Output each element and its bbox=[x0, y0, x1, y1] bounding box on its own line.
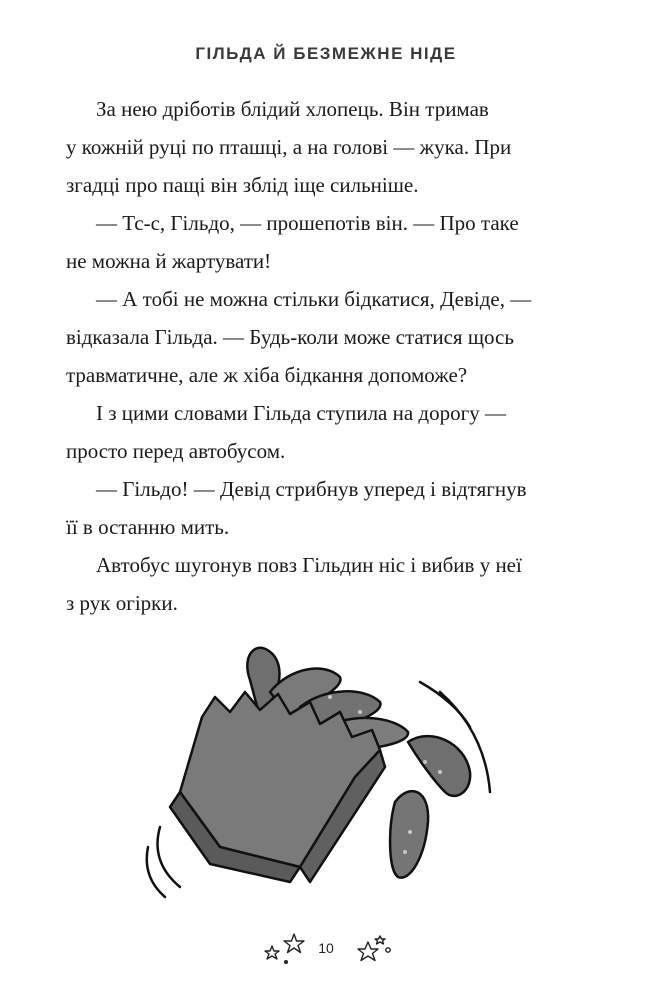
text-line: просто перед автобусом. bbox=[66, 439, 286, 463]
text-line: І з цими словами Гільда ступила на дорогу — bbox=[96, 401, 506, 425]
page-footer bbox=[0, 932, 652, 972]
decorative-stars-icon bbox=[262, 932, 308, 968]
text-line: травматичне, але ж хіба бідкання допоможе? bbox=[66, 363, 468, 387]
text-line: — А тобі не можна стільки бідкатися, Девіде, — bbox=[96, 287, 532, 311]
text-line: у кожній руці по пташці, а на голові — жука. При bbox=[66, 135, 512, 159]
paragraph-6 bbox=[66, 546, 592, 622]
text-line: відказала Гільда. — Будь-коли може статися щось bbox=[66, 325, 514, 349]
paper-bag-with-pickles-illustration bbox=[140, 632, 520, 932]
text-line: — Гільдо! — Девід стрибнув уперед і відтягнув bbox=[96, 477, 527, 501]
text-line: — Тс-с, Гільдо, — прошепотів він. — Про таке bbox=[96, 211, 519, 235]
paragraph-4 bbox=[66, 394, 592, 470]
text-line: з рук огірки. bbox=[66, 591, 178, 615]
paragraph-3 bbox=[66, 280, 592, 394]
text-line: її в останню мить. bbox=[66, 515, 230, 539]
running-header: ГІЛЬДА Й БЕЗМЕЖНЕ НІДЕ bbox=[195, 44, 457, 63]
body-text bbox=[66, 90, 592, 622]
text-line: За нею дріботів блідий хлопець. Він тримав bbox=[96, 97, 489, 121]
text-line: згадці про пащі він зблід іще сильніше. bbox=[66, 173, 419, 197]
text-line: не можна й жартувати! bbox=[66, 249, 272, 273]
decorative-stars-icon bbox=[350, 932, 396, 968]
paragraph-2 bbox=[66, 204, 592, 280]
page-number: 10 bbox=[318, 940, 334, 956]
paragraph-5 bbox=[66, 470, 592, 546]
paragraph-1 bbox=[66, 90, 592, 204]
text-line: Автобус шугонув повз Гільдин ніс і вибив у неї bbox=[96, 553, 522, 577]
